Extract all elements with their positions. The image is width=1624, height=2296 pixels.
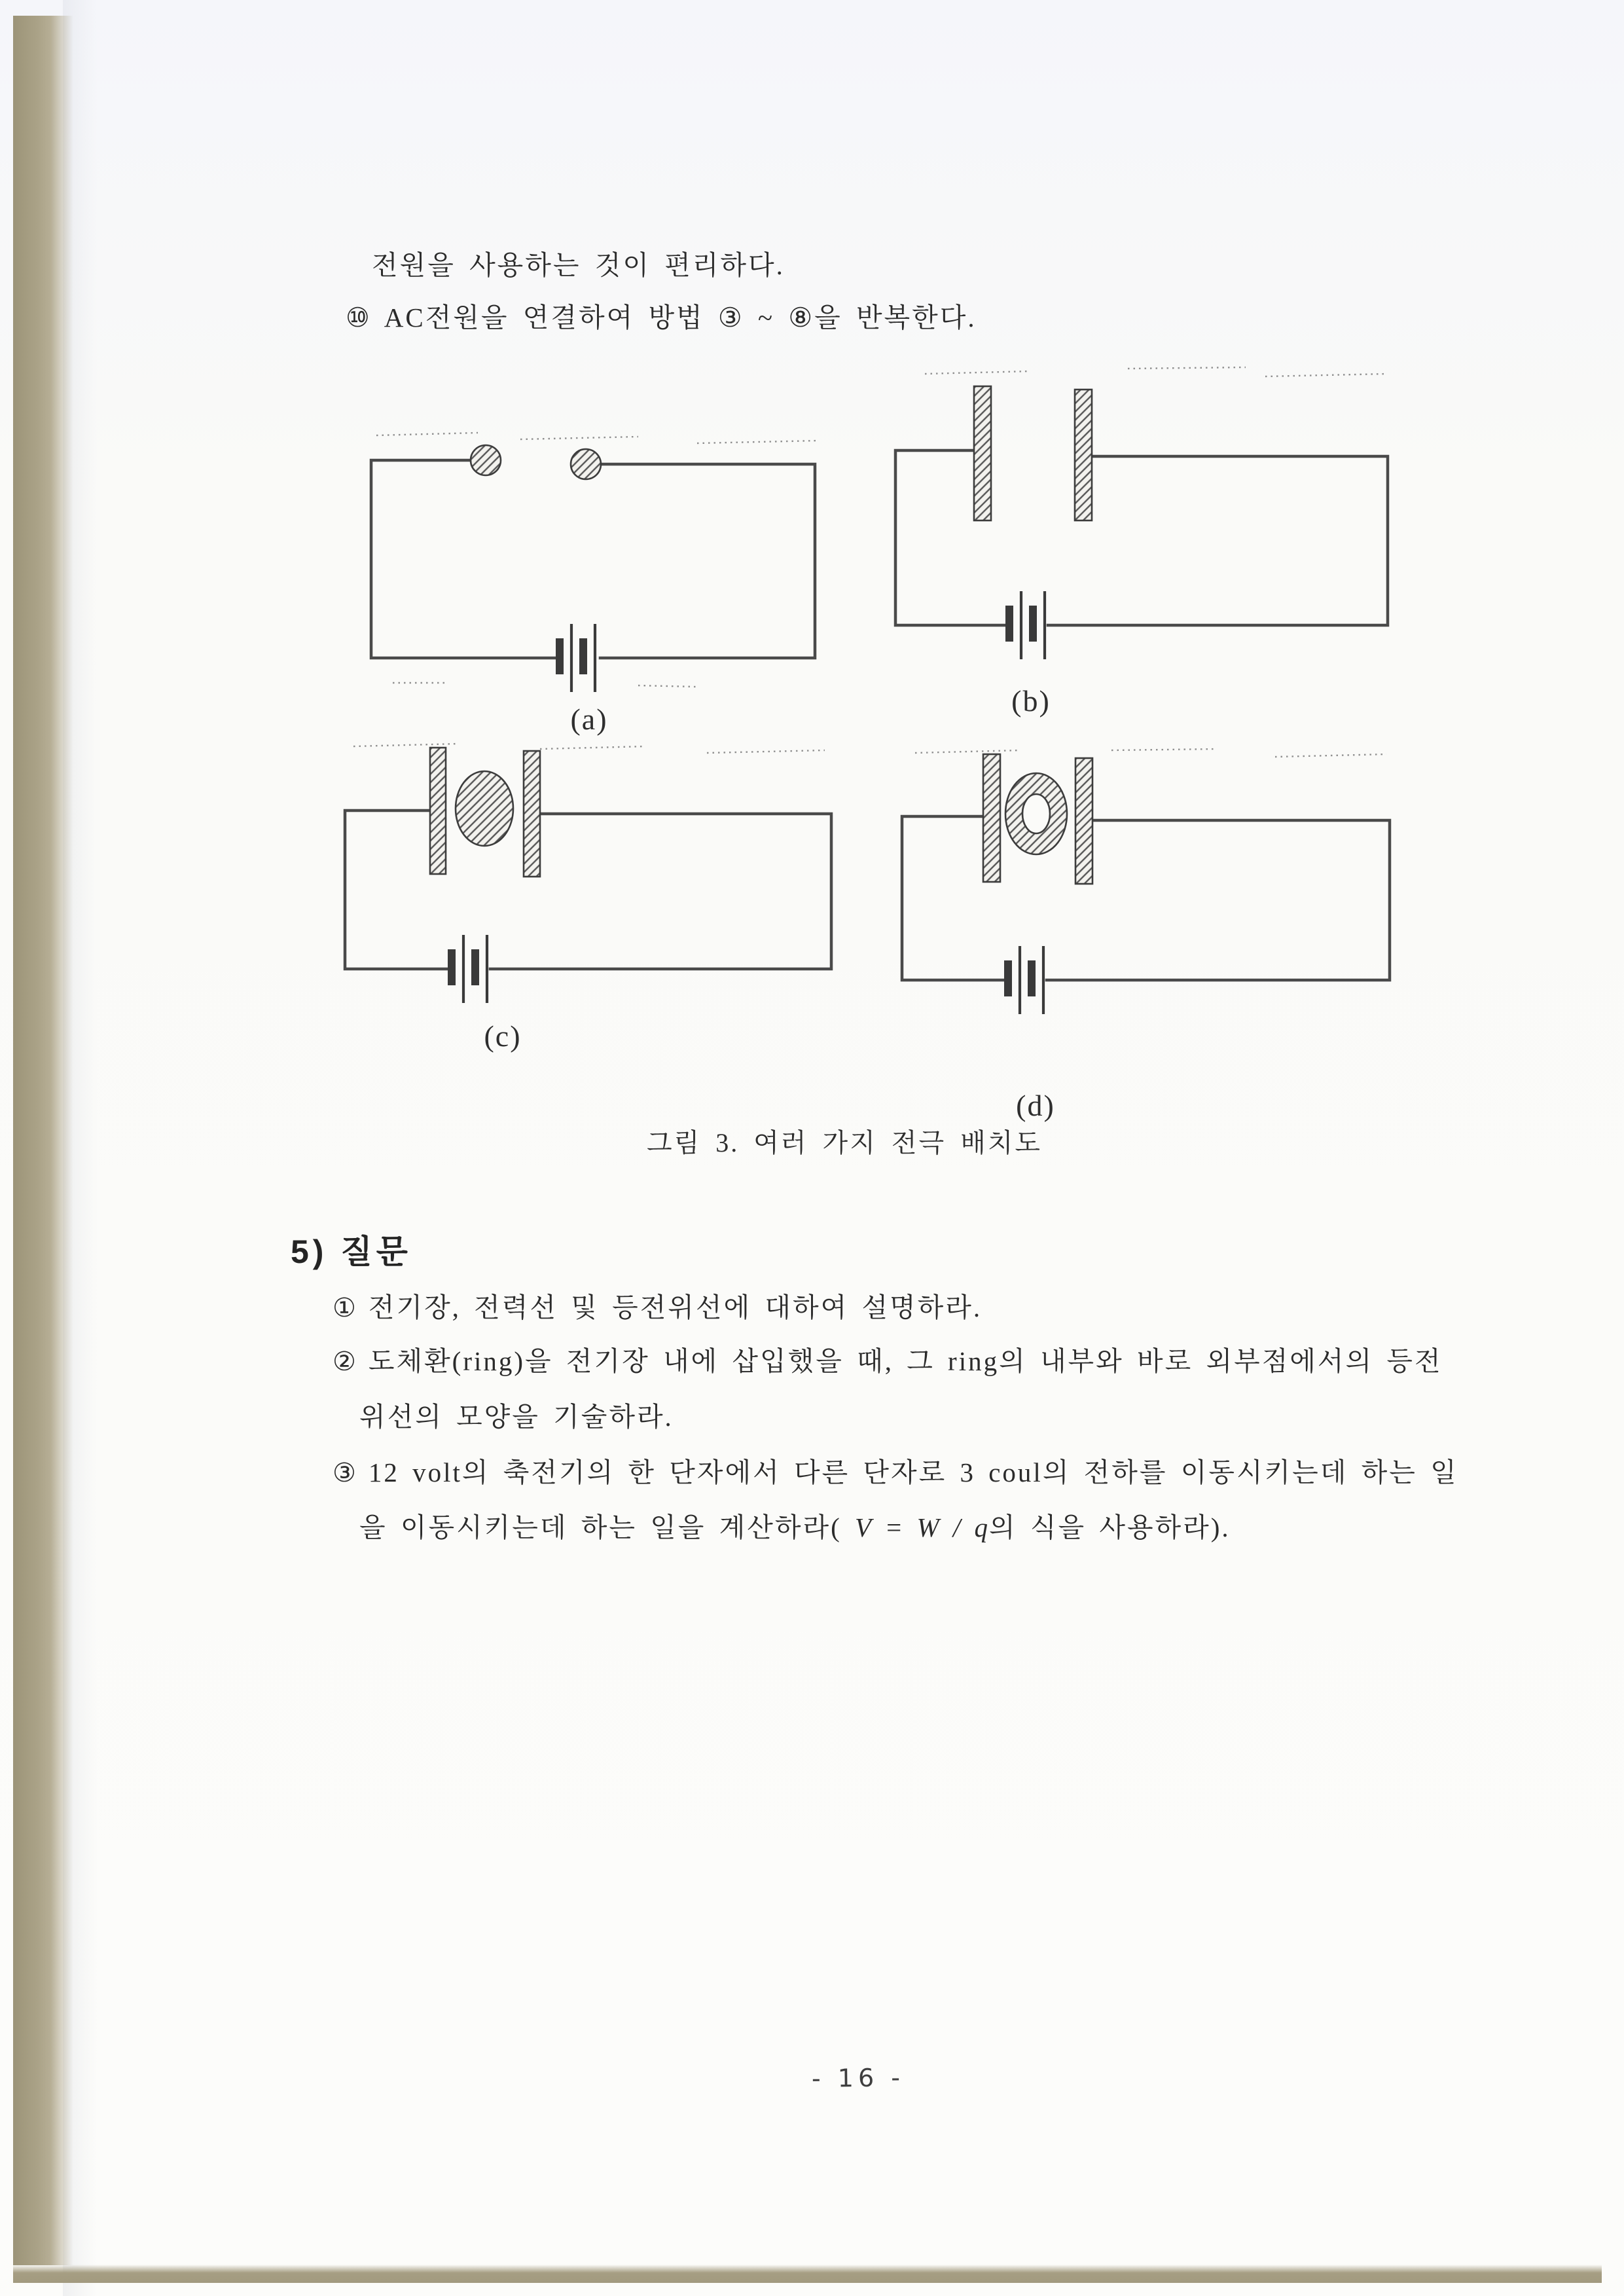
question-3-text-1: 12 volt의 축전기의 한 단자에서 다른 단자로 3 coul의 전하를 이동시키는데 하는 일 [368,1457,1458,1487]
plate-electrode-left [974,386,991,520]
circuit-wires [371,460,815,658]
conducting-disk [456,771,513,846]
scan-dashed-lines [925,367,1386,376]
question-3-bullet: ③ [333,1458,358,1488]
plate-electrode-right [524,751,540,877]
plate-electrode-left [430,748,446,874]
section-questions-heading: 5) 질문 [291,1233,412,1270]
question-2-text-1: 도체환(ring)을 전기장 내에 삽입했을 때, 그 ring의 내부와 바로 외부점에서의 등전 [368,1346,1443,1376]
plate-electrode-left [983,754,1000,882]
point-electrode-right [571,449,601,479]
question-3-line-1 [333,1451,1458,1489]
circuit-diagram-c [337,741,835,1016]
plate-electrodes [974,386,1092,520]
battery-symbol [452,935,487,1003]
question-2-line-1 [333,1339,1443,1378]
circuit-diagram-b [889,363,1394,694]
scan-dashed-lines [353,744,825,753]
question-3-line-2 [359,1506,1231,1544]
paragraph-power-note: 전원을 사용하는 것이 편리하다. [372,250,785,280]
question-2-bullet: ② [333,1347,358,1377]
circuit-wires [345,811,831,969]
plate-electrode-right [1075,758,1092,884]
question-1 [333,1286,982,1324]
figure-label-b: (b) [1011,684,1051,718]
question-3-text-2-post: 의 식을 사용하라). [989,1512,1231,1542]
question-2-text-2: 위선의 모양을 기술하라. [359,1402,674,1432]
figure-label-c: (c) [484,1019,522,1053]
voltage-formula: V = W / q [855,1512,990,1542]
battery-symbol [1009,591,1045,659]
circuit-wires [895,450,1388,625]
question-3-text-2-pre: 을 이동시키는데 하는 일을 계산하라( [359,1512,855,1542]
scan-edge-left [13,16,73,2265]
question-2-line-2 [359,1395,674,1434]
question-1-bullet: ① [333,1293,358,1323]
question-1-text: 전기장, 전력선 및 등전위선에 대하여 설명하라. [368,1292,983,1322]
circuit-diagram-a [357,422,821,701]
circuit-wires [902,816,1390,980]
point-electrodes [471,445,601,479]
scan-edge-bottom [13,2265,1602,2283]
conducting-ring [1005,773,1067,854]
step-10-instruction: ⑩ AC전원을 연결하여 방법 ③ ~ ⑧을 반복한다. [346,302,977,333]
figure-label-d: (d) [1016,1089,1055,1122]
page-number: - 16 - [811,2063,905,2093]
plate-electrode-right [1075,390,1092,520]
figure-caption: 그림 3. 여러 가지 전극 배치도 [647,1128,1043,1157]
point-electrode-left [471,445,501,475]
battery-symbol [560,624,595,692]
ring-hole [1022,794,1050,833]
circuit-diagram-d [895,746,1396,1028]
battery-symbol [1008,946,1043,1014]
figure-label-a: (a) [570,702,608,736]
